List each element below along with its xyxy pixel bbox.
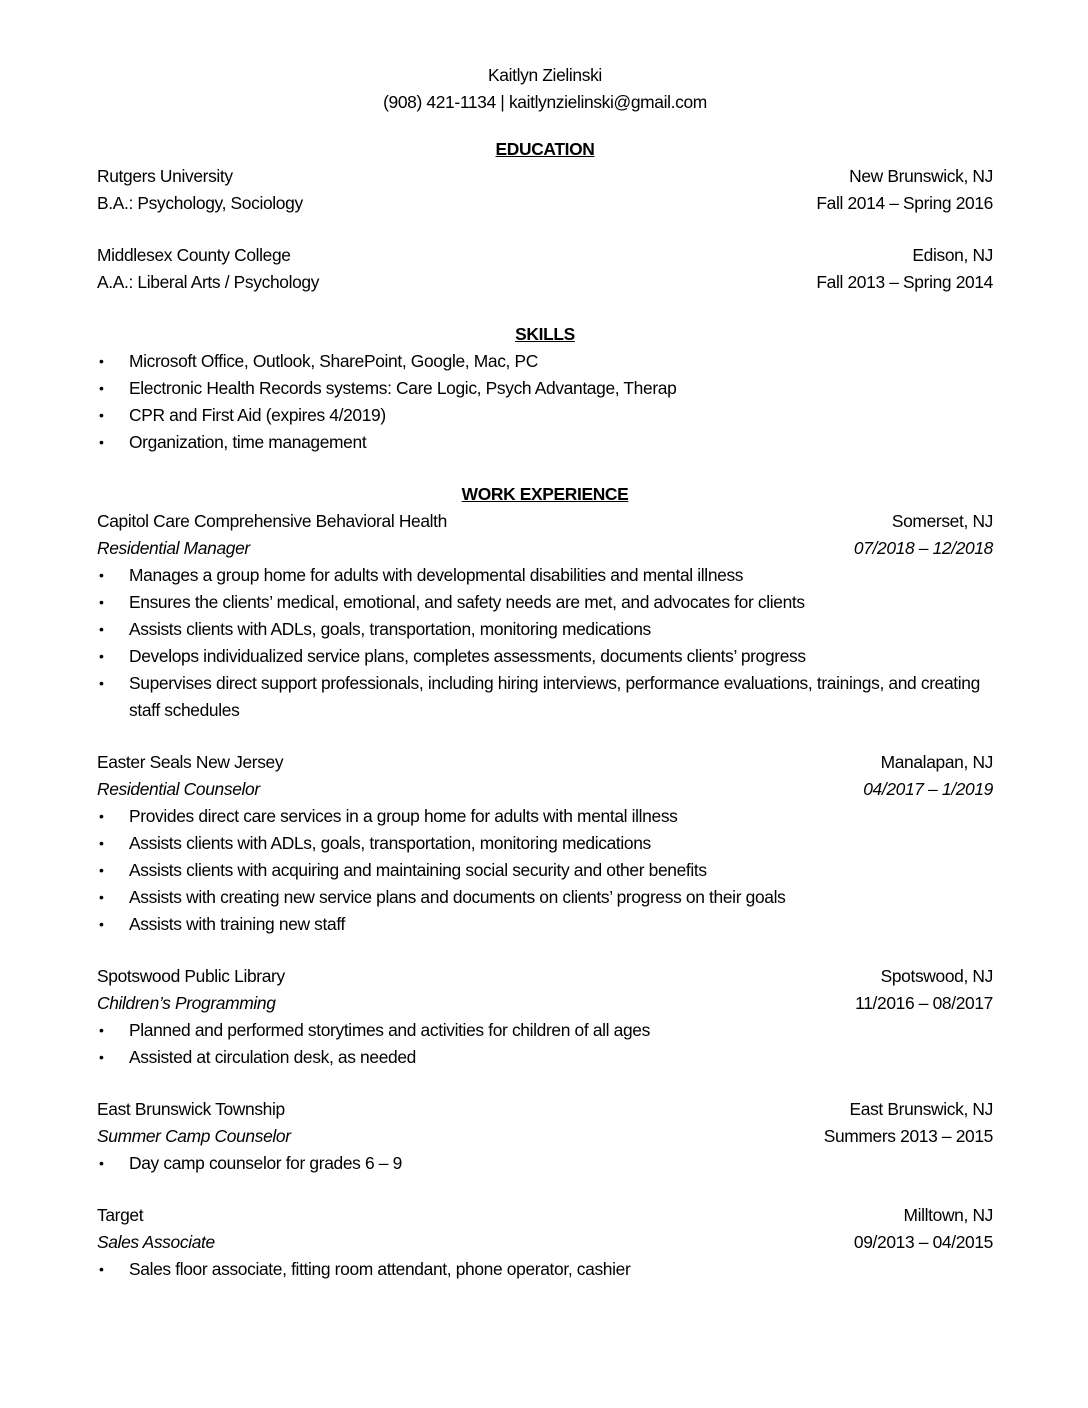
duty-item: • Assists clients with ADLs, goals, transportation, monitoring medications [97, 616, 993, 643]
job-dates: 11/2016 – 08/2017 [855, 993, 993, 1013]
job-entry [97, 1202, 993, 1283]
job-dates: Summers 2013 – 2015 [823, 1126, 993, 1146]
bullet-icon: • [99, 1155, 104, 1171]
education-dates: Fall 2014 – Spring 2016 [816, 193, 993, 213]
bullet-icon: • [99, 434, 104, 450]
duty-item: • Assists with training new staff [97, 911, 993, 938]
duty-item: • Planned and performed storytimes and activities for children of all ages [97, 1017, 993, 1044]
skill-item: • Organization, time management [97, 429, 993, 456]
education-heading: EDUCATION [495, 139, 595, 159]
skill-item: • Microsoft Office, Outlook, SharePoint, Google, Mac, PC [97, 348, 993, 375]
bullet-icon: • [99, 808, 104, 824]
duty-item: • Sales floor associate, fitting room attendant, phone operator, cashier [97, 1256, 993, 1283]
employer-name: Easter Seals New Jersey [97, 752, 284, 772]
job-duties-list [97, 1256, 993, 1283]
degree: B.A.: Psychology, Sociology [97, 193, 303, 213]
degree: A.A.: Liberal Arts / Psychology [97, 272, 320, 292]
job-dates: 09/2013 – 04/2015 [853, 1232, 993, 1252]
job-duties-list [97, 1150, 993, 1177]
bullet-icon: • [99, 862, 104, 878]
school-name: Middlesex County College [97, 245, 291, 265]
bullet-icon: • [99, 675, 104, 691]
school-location: Edison, NJ [912, 245, 993, 265]
bullet-icon: • [99, 594, 104, 610]
job-title: Sales Associate [97, 1232, 215, 1252]
skills-heading: SKILLS [515, 324, 575, 344]
job-title: Residential Counselor [97, 779, 260, 799]
duty-item: • Manages a group home for adults with developmental disabilities and mental illness [97, 562, 993, 589]
employer-name: East Brunswick Township [97, 1099, 285, 1119]
duty-item: • Supervises direct support professionals, including hiring interviews, performance evaluations, trainings, and creating staff schedules [97, 670, 993, 724]
skills-list [97, 348, 993, 456]
job-duties-list [97, 1017, 993, 1071]
bullet-icon: • [99, 1261, 104, 1277]
bullet-icon: • [99, 353, 104, 369]
resume-page [97, 62, 993, 1283]
education-entry [97, 242, 993, 296]
bullet-icon: • [99, 567, 104, 583]
contact-info: (908) 421-1134 | kaitlynzielinski@gmail.com [383, 92, 707, 112]
duty-item: • Develops individualized service plans, completes assessments, documents clients’ progress [97, 643, 993, 670]
bullet-icon: • [99, 835, 104, 851]
duty-item: • Assists with creating new service plans and documents on clients’ progress on their goals [97, 884, 993, 911]
bullet-icon: • [99, 407, 104, 423]
school-name: Rutgers University [97, 166, 233, 186]
duty-item: • Assists clients with ADLs, goals, transportation, monitoring medications [97, 830, 993, 857]
job-title: Residential Manager [97, 538, 250, 558]
job-duties-list [97, 562, 993, 724]
job-location: Milltown, NJ [903, 1205, 993, 1225]
duty-item: • Provides direct care services in a group home for adults with mental illness [97, 803, 993, 830]
skills-section [97, 321, 993, 456]
education-dates: Fall 2013 – Spring 2014 [816, 272, 993, 292]
job-entry [97, 963, 993, 1071]
work-experience-section [97, 481, 993, 1283]
bullet-icon: • [99, 1049, 104, 1065]
work-experience-heading: WORK EXPERIENCE [461, 484, 629, 504]
bullet-icon: • [99, 1022, 104, 1038]
job-title: Children’s Programming [97, 993, 276, 1013]
job-entry [97, 508, 993, 724]
employer-name: Spotswood Public Library [97, 966, 285, 986]
school-location: New Brunswick, NJ [849, 166, 993, 186]
candidate-name: Kaitlyn Zielinski [488, 65, 602, 85]
job-location: Somerset, NJ [891, 511, 993, 531]
job-dates: 04/2017 – 1/2019 [863, 779, 993, 799]
job-entry [97, 1096, 993, 1177]
bullet-icon: • [99, 889, 104, 905]
job-duties-list [97, 803, 993, 938]
bullet-icon: • [99, 621, 104, 637]
education-entry [97, 163, 993, 217]
bullet-icon: • [99, 648, 104, 664]
duty-item: • Ensures the clients’ medical, emotional, and safety needs are met, and advocates for clients [97, 589, 993, 616]
job-dates: 07/2018 – 12/2018 [853, 538, 993, 558]
education-section [97, 136, 993, 296]
job-location: Spotswood, NJ [880, 966, 993, 986]
duty-item: • Assisted at circulation desk, as needed [97, 1044, 993, 1071]
job-entry [97, 749, 993, 938]
employer-name: Target [97, 1205, 144, 1225]
duty-item: • Assists clients with acquiring and maintaining social security and other benefits [97, 857, 993, 884]
bullet-icon: • [99, 916, 104, 932]
job-location: Manalapan, NJ [880, 752, 993, 772]
jobs-list [97, 508, 993, 1283]
employer-name: Capitol Care Comprehensive Behavioral Health [97, 511, 447, 531]
skill-item: • CPR and First Aid (expires 4/2019) [97, 402, 993, 429]
job-location: East Brunswick, NJ [849, 1099, 993, 1119]
bullet-icon: • [99, 380, 104, 396]
skill-item: • Electronic Health Records systems: Care Logic, Psych Advantage, Therap [97, 375, 993, 402]
job-title: Summer Camp Counselor [97, 1126, 291, 1146]
duty-item: • Day camp counselor for grades 6 – 9 [97, 1150, 993, 1177]
